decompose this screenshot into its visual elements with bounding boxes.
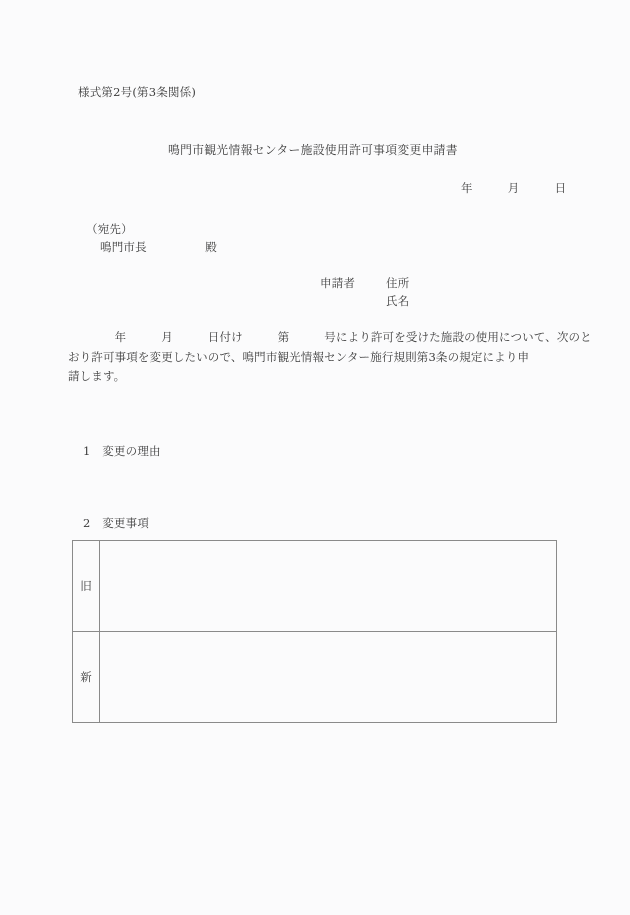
table-row-label-old: 旧 <box>73 541 100 632</box>
applicant-name-label: 氏名 <box>386 294 410 308</box>
table-cell-new-value[interactable] <box>100 632 557 723</box>
form-number-label: 様式第2号(第3条関係) <box>78 85 197 99</box>
applicant-label: 申請者 <box>320 276 356 290</box>
table-row-label-new: 新 <box>73 632 100 723</box>
addressee-label: （宛先） <box>86 222 133 236</box>
document-title: 鳴門市観光情報センター施設使用許可事項変更申請書 <box>168 143 458 157</box>
addressee-recipient: 鳴門市長 殿 <box>100 240 217 254</box>
table-row <box>73 541 557 632</box>
table-cell-old-value[interactable] <box>100 541 557 632</box>
applicant-address-label: 住所 <box>386 276 410 290</box>
body-paragraph-line-2: おり許可事項を変更したいので、鳴門市観光情報センター施行規則第3条の規定により申 <box>68 349 530 364</box>
body-paragraph-line-1: 年 月 日付け 第 号により許可を受けた施設の使用について、次のと <box>68 330 592 344</box>
change-items-table <box>72 540 557 723</box>
section-heading-change-items: 2 変更事項 <box>83 516 150 530</box>
section-heading-change-reason: 1 変更の理由 <box>83 444 161 458</box>
date-line-blank: 年 月 日 <box>461 181 567 195</box>
body-paragraph <box>68 328 592 387</box>
table-row <box>73 632 557 723</box>
body-paragraph-line-3: 請します。 <box>68 369 126 383</box>
